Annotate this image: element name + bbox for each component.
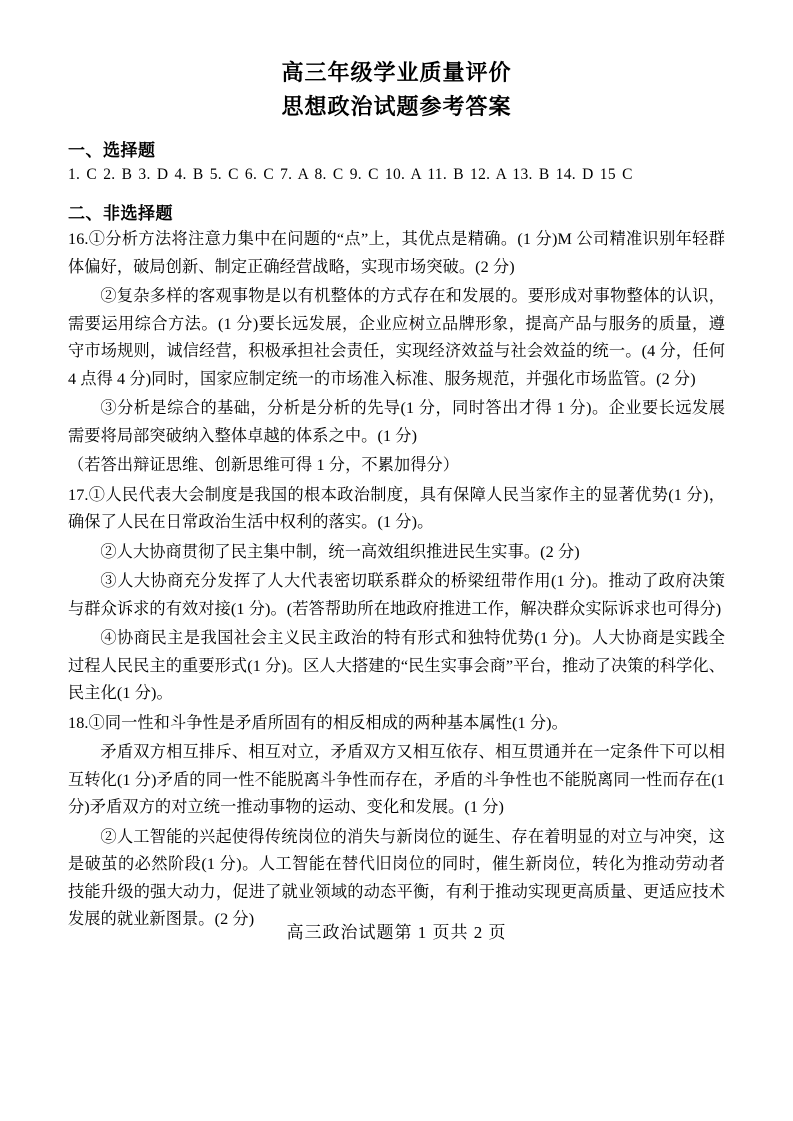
- document-title: [68, 56, 725, 124]
- question-18-point-1: 18.①同一性和斗争性是矛盾所固有的相反相成的两种基本属性(1 分)。: [68, 713, 568, 732]
- question-17-point-4: ④协商民主是我国社会主义民主政治的特有形式和独特优势(1 分)。人大协商是实践全过程人民民主的重要形式(1 分)。区人大搭建的“民生实事会商”平台，推动了决策的科学化、民主化(1 分)。: [68, 629, 725, 702]
- question-16-note: （若答出辩证思维、创新思维可得 1 分，不累加得分）: [68, 456, 460, 474]
- question-16-point-2: ②复杂多样的客观事物是以有机整体的方式存在和发展的。要形成对事物整体的认识，需要运用综合方法。(1 分)要长远发展，企业应树立品牌形象，提高产品与服务的质量，遵守市场规则，诚信经营，积极承担社会责任，实现经济效益与社会效益的统一。(4 分，任何 4 点得 4 分)同时，国家应制定统一的市场准入标准、服务规范，并强化市场监管。(2 分): [68, 287, 725, 388]
- question-17-point-1: 17.①人民代表大会制度是我国的根本政治制度，具有保障人民当家作主的显著优势(1 分)，确保了人民在日常政治生活中权利的落实。(1 分)。: [68, 485, 725, 531]
- question-17-point-2: ②人大协商贯彻了民主集中制，统一高效组织推进民生实事。(2 分): [100, 542, 580, 561]
- title-line-1: 高三年级学业质量评价: [281, 60, 512, 85]
- title-line-2: 思想政治试题参考答案: [281, 94, 512, 119]
- question-18-point-2: ②人工智能的兴起使得传统岗位的消失与新岗位的诞生、存在着明显的对立与冲突，这是破茧的必然阶段(1 分)。人工智能在替代旧岗位的同时，催生新岗位，转化为推动劳动者技能升级的强大动力，促进了就业领域的动态平衡，有利于推动实现更高质量、更适应技术发展的就业新图景。(2 分): [68, 827, 725, 928]
- question-16-point-1: 16.①分析方法将注意力集中在问题的“点”上，其优点是精确。(1 分)M 公司精准识别年轻群体偏好，破局创新、制定正确经营战略，实现市场突破。(2 分): [68, 230, 725, 276]
- section-heading-non-multiple-choice: 二、非选择题: [68, 204, 173, 223]
- question-18-point-1-detail: 矛盾双方相互排斥、相互对立，矛盾双方又相互依存、相互贯通并在一定条件下可以相互转化(1 分)矛盾的同一性不能脱离斗争性而存在，矛盾的斗争性也不能脱离同一性而存在(1 分)矛盾双方的对立统一推动事物的运动、变化和发展。(1 分): [68, 743, 725, 816]
- question-16-point-3: ③分析是综合的基础，分析是分析的先导(1 分，同时答出才得 1 分)。企业要长远发展需要将局部突破纳入整体卓越的体系之中。(1 分): [68, 399, 725, 445]
- page-footer: 高三政治试题第 1 页共 2 页: [286, 923, 507, 942]
- section-heading-multiple-choice: 一、选择题: [68, 141, 156, 160]
- question-17-point-3: ③人大协商充分发挥了人大代表密切联系群众的桥梁纽带作用(1 分)。推动了政府决策与群众诉求的有效对接(1 分)。(若答帮助所在地政府推进工作，解决群众实际诉求也可得分): [68, 572, 725, 618]
- multiple-choice-answers: 1. C 2. B 3. D 4. B 5. C 6. C 7. A 8. C 9. C 10. A 11. B 12. A 13. B 14. D 15 C: [68, 166, 633, 183]
